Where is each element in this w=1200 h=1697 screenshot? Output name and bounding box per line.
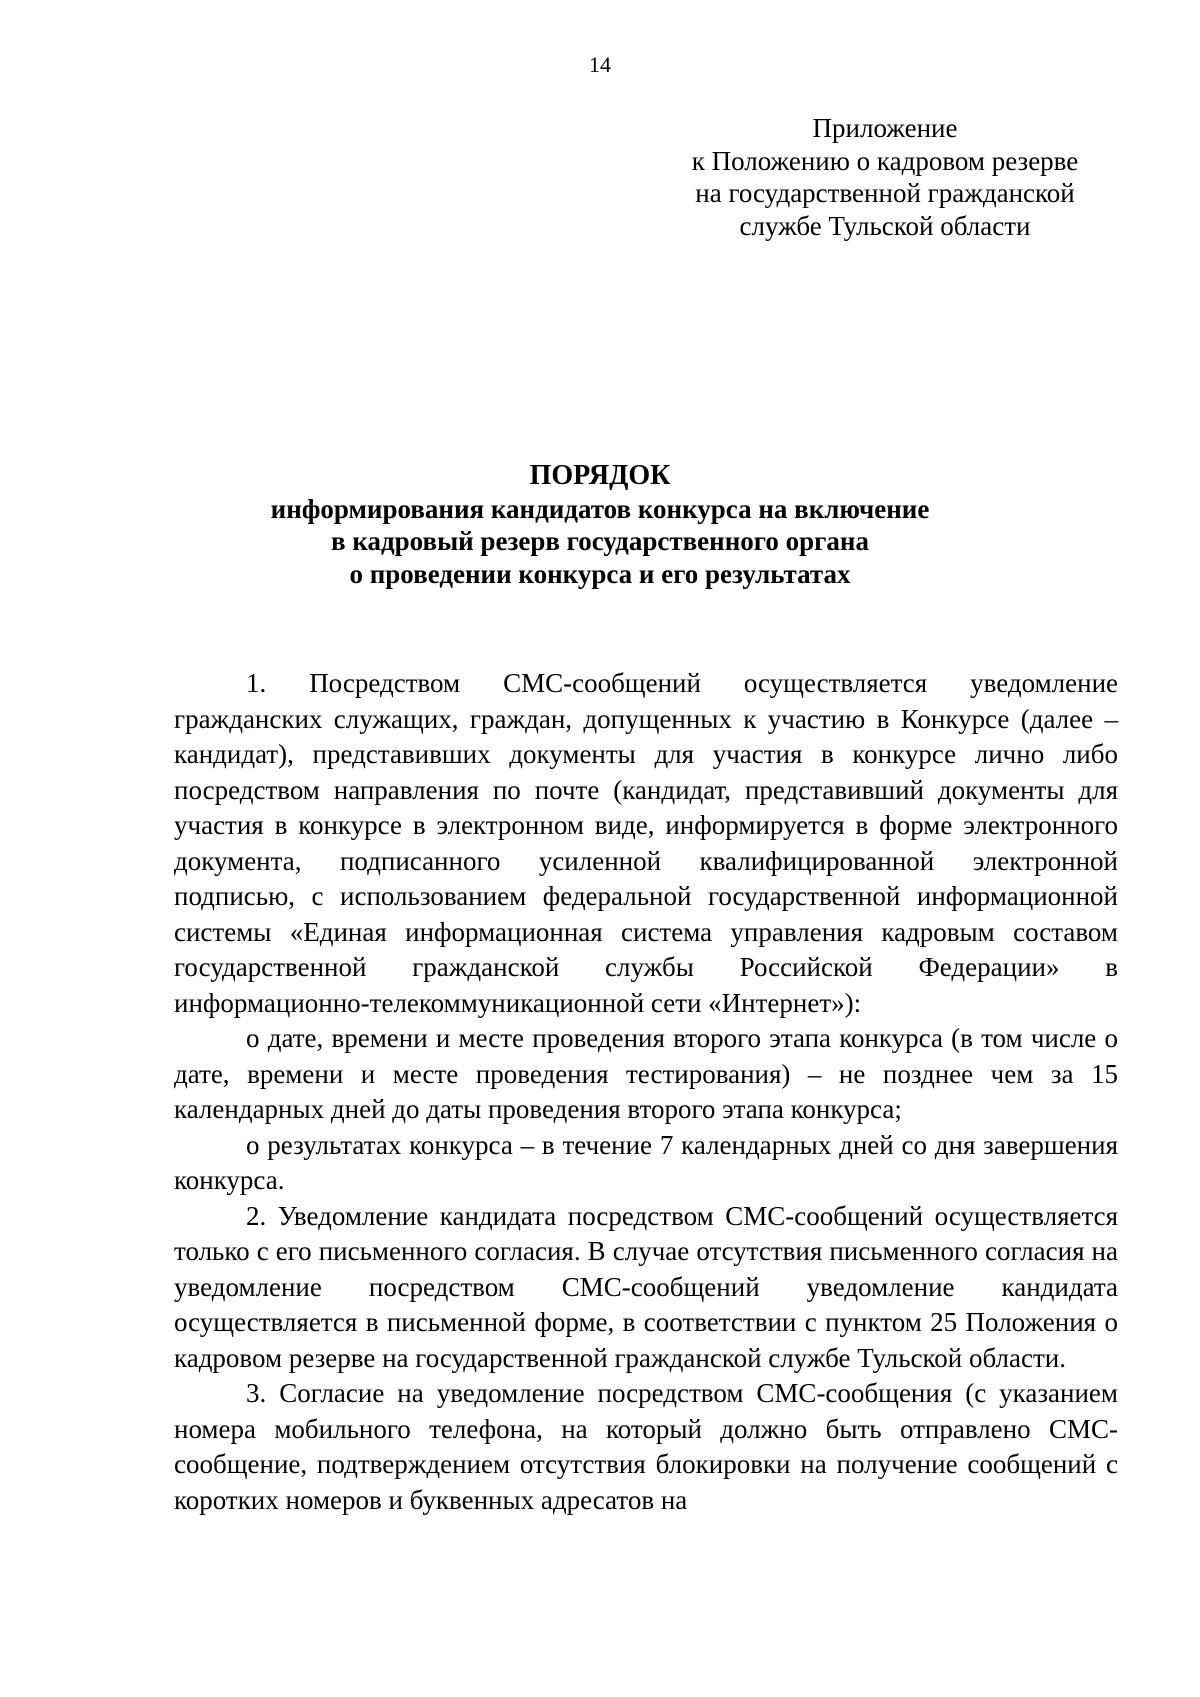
appendix-line: Приложение <box>812 113 958 143</box>
document-title-block <box>0 460 1200 590</box>
paragraph-1: 1. Посредством СМС-сообщений осуществляется уведомление гражданских служащих, граждан, допущенных к участию в Конкурсе (далее – кандидат), представивших документы для участия в конкурсе лично либо посредством направления по почте (кандидат, представивший документы для участия в конкурсе в электронном виде, информируется в форме электронного документа, подписанного усиленной квалифицированной электронной подписью, с использованием федеральной государственной информационной системы «Единая информационная система управления кадровым составом государственной гражданской службы Российской Федерации» в информационно-телекоммуникационной сети «Интернет»): <box>174 668 1118 1018</box>
paragraph-1-item-dates: о дате, времени и месте проведения второго этапа конкурса (в том числе о дате, времени и месте проведения тестирования) – не позднее чем за 15 календарных дней до даты проведения второго этапа конкурса; <box>174 1023 1118 1124</box>
document-subtitle-line: в кадровый резерв государственного органа <box>331 526 869 556</box>
document-subtitle-line: информирования кандидатов конкурса на включение <box>270 493 930 524</box>
document-subtitle-line: о проведении конкурса и его результатах <box>349 558 851 589</box>
page-number: 14 <box>589 52 611 77</box>
appendix-line: службе Тульской области <box>739 210 1031 241</box>
paragraph-2: 2. Уведомление кандидата посредством СМС-сообщений осуществляется только с его письменного согласия. В случае отсутствия письменного согласия на уведомление посредством СМС-сообщений уведомление кандидата осуществляется в письменной форме, в соответствии с пунктом 25 Положения о кадровом резерве на государственной гражданской службе Тульской области. <box>174 1200 1118 1373</box>
paragraph-3: 3. Согласие на уведомление посредством СМС-сообщения (с указанием номера мобильного телефона, на который должно быть отправлено СМС-сообщение, подтверждением отсутствия блокировки на получение сообщений с коротких номеров и буквенных адресатов на <box>174 1378 1118 1515</box>
document-title: ПОРЯДОК <box>529 460 671 491</box>
appendix-heading <box>670 112 1100 242</box>
appendix-line: к Положению о кадровом резерве <box>691 145 1079 176</box>
paragraph-1-item-results: о результатах конкурса – в течение 7 календарных дней со дня завершения конкурса. <box>174 1129 1118 1195</box>
appendix-line: на государственной гражданской <box>695 178 1075 208</box>
document-body <box>174 666 1118 1518</box>
